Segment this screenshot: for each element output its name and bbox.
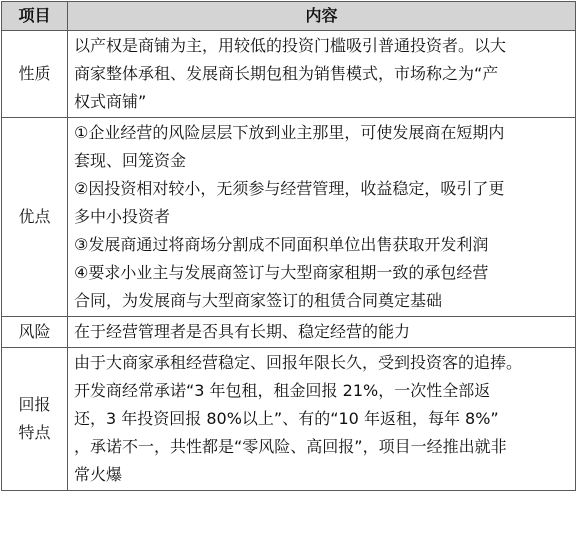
table-row (2, 31, 576, 118)
table-row (2, 317, 576, 348)
content-line: 在于经营管理者是否具有长期、稳定经营的能力 (74, 322, 411, 341)
content-line: 常火爆 (74, 465, 123, 484)
row-content-return-features (68, 348, 576, 491)
row-content-advantages (68, 118, 576, 317)
content-line: 商家整体承租、发展商长期包租为销售模式，市场称之为“产 (74, 64, 499, 83)
row-label-text: 回报 (18, 395, 51, 414)
content-line: ④要求小业主与发展商签订与大型商家租期一致的承包经营 (74, 263, 489, 282)
table-row (2, 348, 576, 491)
row-label-return-features (2, 348, 68, 491)
content-line: 开发商经常承诺“3 年包租，租金回报 21%，一次性全部返 (74, 381, 491, 400)
row-label-advantages (2, 118, 68, 317)
header-row (2, 2, 576, 31)
row-content-risk (68, 317, 576, 348)
content-line: 权式商铺” (74, 92, 147, 111)
row-label-text: 特点 (18, 423, 51, 442)
row-content-nature (68, 31, 576, 118)
content-line: ①企业经营的风险层层下放到业主那里，可使发展商在短期内 (74, 123, 505, 142)
table-row (2, 118, 576, 317)
content-line: 套现、回笼资金 (74, 151, 187, 170)
content-line: 由于大商家承租经营稳定、回报年限长久，受到投资客的追捧。 (74, 353, 523, 372)
row-label-nature (2, 31, 68, 118)
content-line: ，承诺不一，共性都是“零风险、高回报”，项目一经推出就非 (74, 437, 507, 456)
content-line: 多中小投资者 (74, 207, 171, 226)
row-label-text: 优点 (18, 207, 51, 226)
header-item: 项目 (2, 2, 68, 31)
row-label-text: 风险 (18, 322, 51, 341)
content-line: 合同，为发展商与大型商家签订的租赁合同奠定基础 (74, 291, 443, 310)
content-line: 以产权是商铺为主，用较低的投资门槛吸引普通投资者。以大 (74, 36, 507, 55)
row-label-text: 性质 (18, 64, 51, 83)
info-table (1, 1, 576, 491)
content-line: ②因投资相对较小，无须参与经营管理，收益稳定，吸引了更 (74, 179, 505, 198)
header-content: 内容 (68, 2, 576, 31)
content-line: 还，3 年投资回报 80%以上”、有的“10 年返租，每年 8%” (74, 409, 499, 428)
content-line: ③发展商通过将商场分割成不同面积单位出售获取开发利润 (74, 235, 489, 254)
row-label-risk (2, 317, 68, 348)
